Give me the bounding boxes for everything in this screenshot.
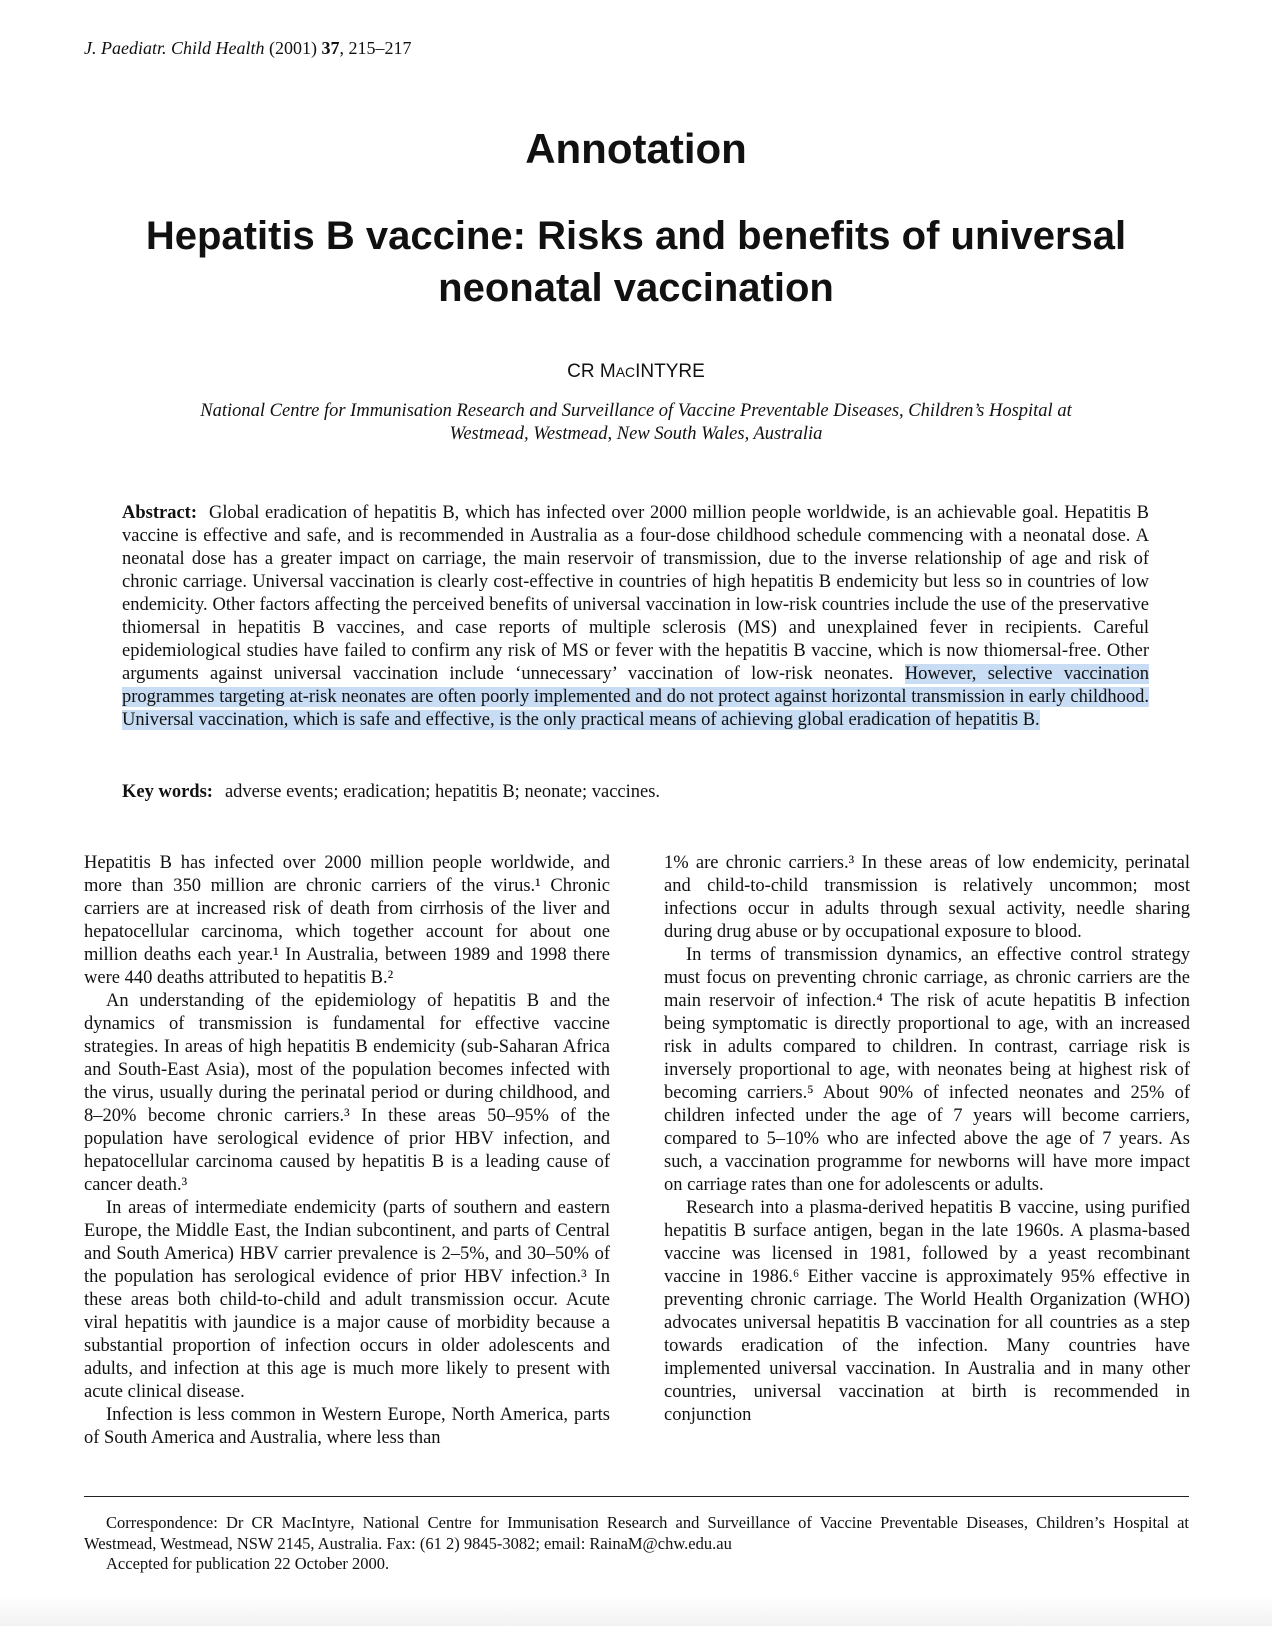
paragraph: In terms of transmission dynamics, an effective control strategy must focus on preventing chronic carriage, as chronic carriers are the main reservoir of infection.⁴ The risk of acute hepatitis B infection being symptomatic is directly proportional to age, with an increased risk in adults compared to children. In contrast, carriage risk is inversely proportional to age, with neonates being at highest risk of becoming carriers.⁵ About 90% of infected neonates and 25% of children infected under the age of 7 years will become carriers, compared to 5–10% who are infected above the age of 7 years. As such, a vaccination programme for newborns will have more impact on carriage rates than one for adolescents or adults.: [664, 945, 1190, 1195]
journal-volume: 37: [321, 38, 340, 58]
body-column-left: [84, 852, 610, 1450]
journal-year: (2001): [268, 38, 317, 58]
paragraph: An understanding of the epidemiology of hepatitis B and the dynamics of transmission is fundamental for effective vaccine strategies. In areas of high hepatitis B endemicity (sub-Saharan Africa and South-East Asia), most of the population becomes infected with the virus, usually during the perinatal period or during childhood, and 8–20% become chronic carriers.³ In these areas 50–95% of the population have serological evidence of prior HBV infection, and hepatocellular carcinoma caused by hepatitis B is a leading cause of cancer death.³: [84, 991, 610, 1195]
paragraph: 1% are chronic carriers.³ In these areas of low endemicity, perinatal and child-to-child transmission is relatively uncommon; most infections occur in adults through sexual activity, needle sharing during drug abuse or by occupational exposure to blood.: [664, 853, 1190, 942]
journal-name: J. Paediatr. Child Health: [84, 38, 265, 58]
section-label: Annotation: [525, 125, 747, 172]
abstract-selected-text[interactable]: However, selective vaccination programmes targeting at-risk neonates are often poorly implemented and do not protect against horizontal transmission in early childhood. Universal vaccination, which is safe and effective, is the only practical means of achieving global eradication of hepatitis B.: [122, 664, 1149, 730]
paragraph: Research into a plasma-derived hepatitis B vaccine, using purified hepatitis B surface antigen, began in the late 1960s. A plasma-based vaccine was licensed in 1981, followed by a yeast recombinant vaccine in 1986.⁶ Either vaccine is approximately 95% effective in preventing chronic carriage. The World Health Organization (WHO) advocates universal hepatitis B vaccination for all countries as a step towards eradication of the infection. Many countries have implemented universal vaccination. In Australia and in many other countries, universal vaccination at birth is recommended in conjunction: [664, 1198, 1190, 1425]
abstract[interactable]: [122, 502, 1149, 732]
journal-pages: , 215–217: [339, 38, 412, 58]
abstract-label: Abstract:: [122, 503, 198, 523]
article-title: [0, 210, 1272, 314]
keywords-label: Key words:: [122, 782, 213, 802]
author-initials: CR M: [567, 361, 616, 382]
page-bottom-edge: [0, 1596, 1272, 1626]
keywords: [122, 782, 660, 803]
paragraph: Infection is less common in Western Europe, North America, parts of South America and Australia, where less than: [84, 1405, 610, 1448]
body-column-right: [664, 852, 1190, 1427]
footnote-divider: [84, 1496, 1189, 1497]
journal-citation: [84, 38, 411, 59]
affiliation: [130, 400, 1142, 446]
title-line-1: Hepatitis B vaccine: Risks and benefits of universal: [145, 214, 1127, 258]
paragraph: In areas of intermediate endemicity (parts of southern and eastern Europe, the Middle East, the Indian subcontinent, and parts of Central and South America) HBV carrier prevalence is 2–5%, and 30–50% of the population has serological evidence of prior HBV infection.³ In these areas both child-to-child and adult transmission occur. Acute viral hepatitis with jaundice is a major cause of morbidity because a substantial proportion of infection occurs in older adolescents and adults, and infection at this age is much more likely to present with acute clinical disease.: [84, 1198, 610, 1402]
affiliation-line-1: National Centre for Immunisation Research and Surveillance of Vaccine Preventable Diseases, Children’s Hospital at: [200, 401, 1072, 421]
author-surname: INTYRE: [635, 361, 705, 382]
author-smallcaps: AC: [615, 364, 636, 380]
author: [0, 361, 1272, 383]
affiliation-line-2: Westmead, Westmead, New South Wales, Australia: [449, 424, 823, 444]
keywords-text: adverse events; eradication; hepatitis B; neonate; vaccines.: [224, 782, 661, 802]
correspondence: Correspondence: Dr CR MacIntyre, National Centre for Immunisation Research and Surveillance of Vaccine Preventable Diseases, Children’s Hospital at Westmead, Westmead, NSW 2145, Australia. Fax: (61 2) 9845-3082; email: RainaM@chw.edu.au: [84, 1513, 1189, 1553]
title-line-2: neonatal vaccination: [438, 266, 834, 310]
accepted-date: Accepted for publication 22 October 2000.: [106, 1554, 390, 1573]
footnote: [84, 1513, 1189, 1575]
paragraph: Hepatitis B has infected over 2000 million people worldwide, and more than 350 million are chronic carriers of the virus.¹ Chronic carriers are at increased risk of death from cirrhosis of the liver and hepatocellular carcinoma, which together account for about one million deaths each year.¹ In Australia, between 1989 and 1998 there were 440 deaths attributed to hepatitis B.²: [84, 853, 610, 988]
abstract-text[interactable]: Global eradication of hepatitis B, which has infected over 2000 million people worldwide, is an achievable goal. Hepatitis B vaccine is effective and safe, and is recommended in Australia as a four-dose childhood schedule commencing with a neonatal dose. A neonatal dose has a greater impact on carriage, the main reservoir of transmission, due to the inverse relationship of age and risk of chronic carriage. Universal vaccination is clearly cost-effective in countries of high hepatitis B endemicity but less so in countries of low endemicity. Other factors affecting the perceived benefits of universal vaccination in low-risk countries include the use of the preservative thiomersal in hepatitis B vaccines, and case reports of multiple sclerosis (MS) and unexplained fever in recipients. Careful epidemiological studies have failed to confirm any risk of MS or fever with the hepatitis B vaccine, which is now thiomersal-free. Other arguments against universal vaccination include ‘unnecessary’ vaccination of low-risk neonates.: [122, 503, 1149, 684]
